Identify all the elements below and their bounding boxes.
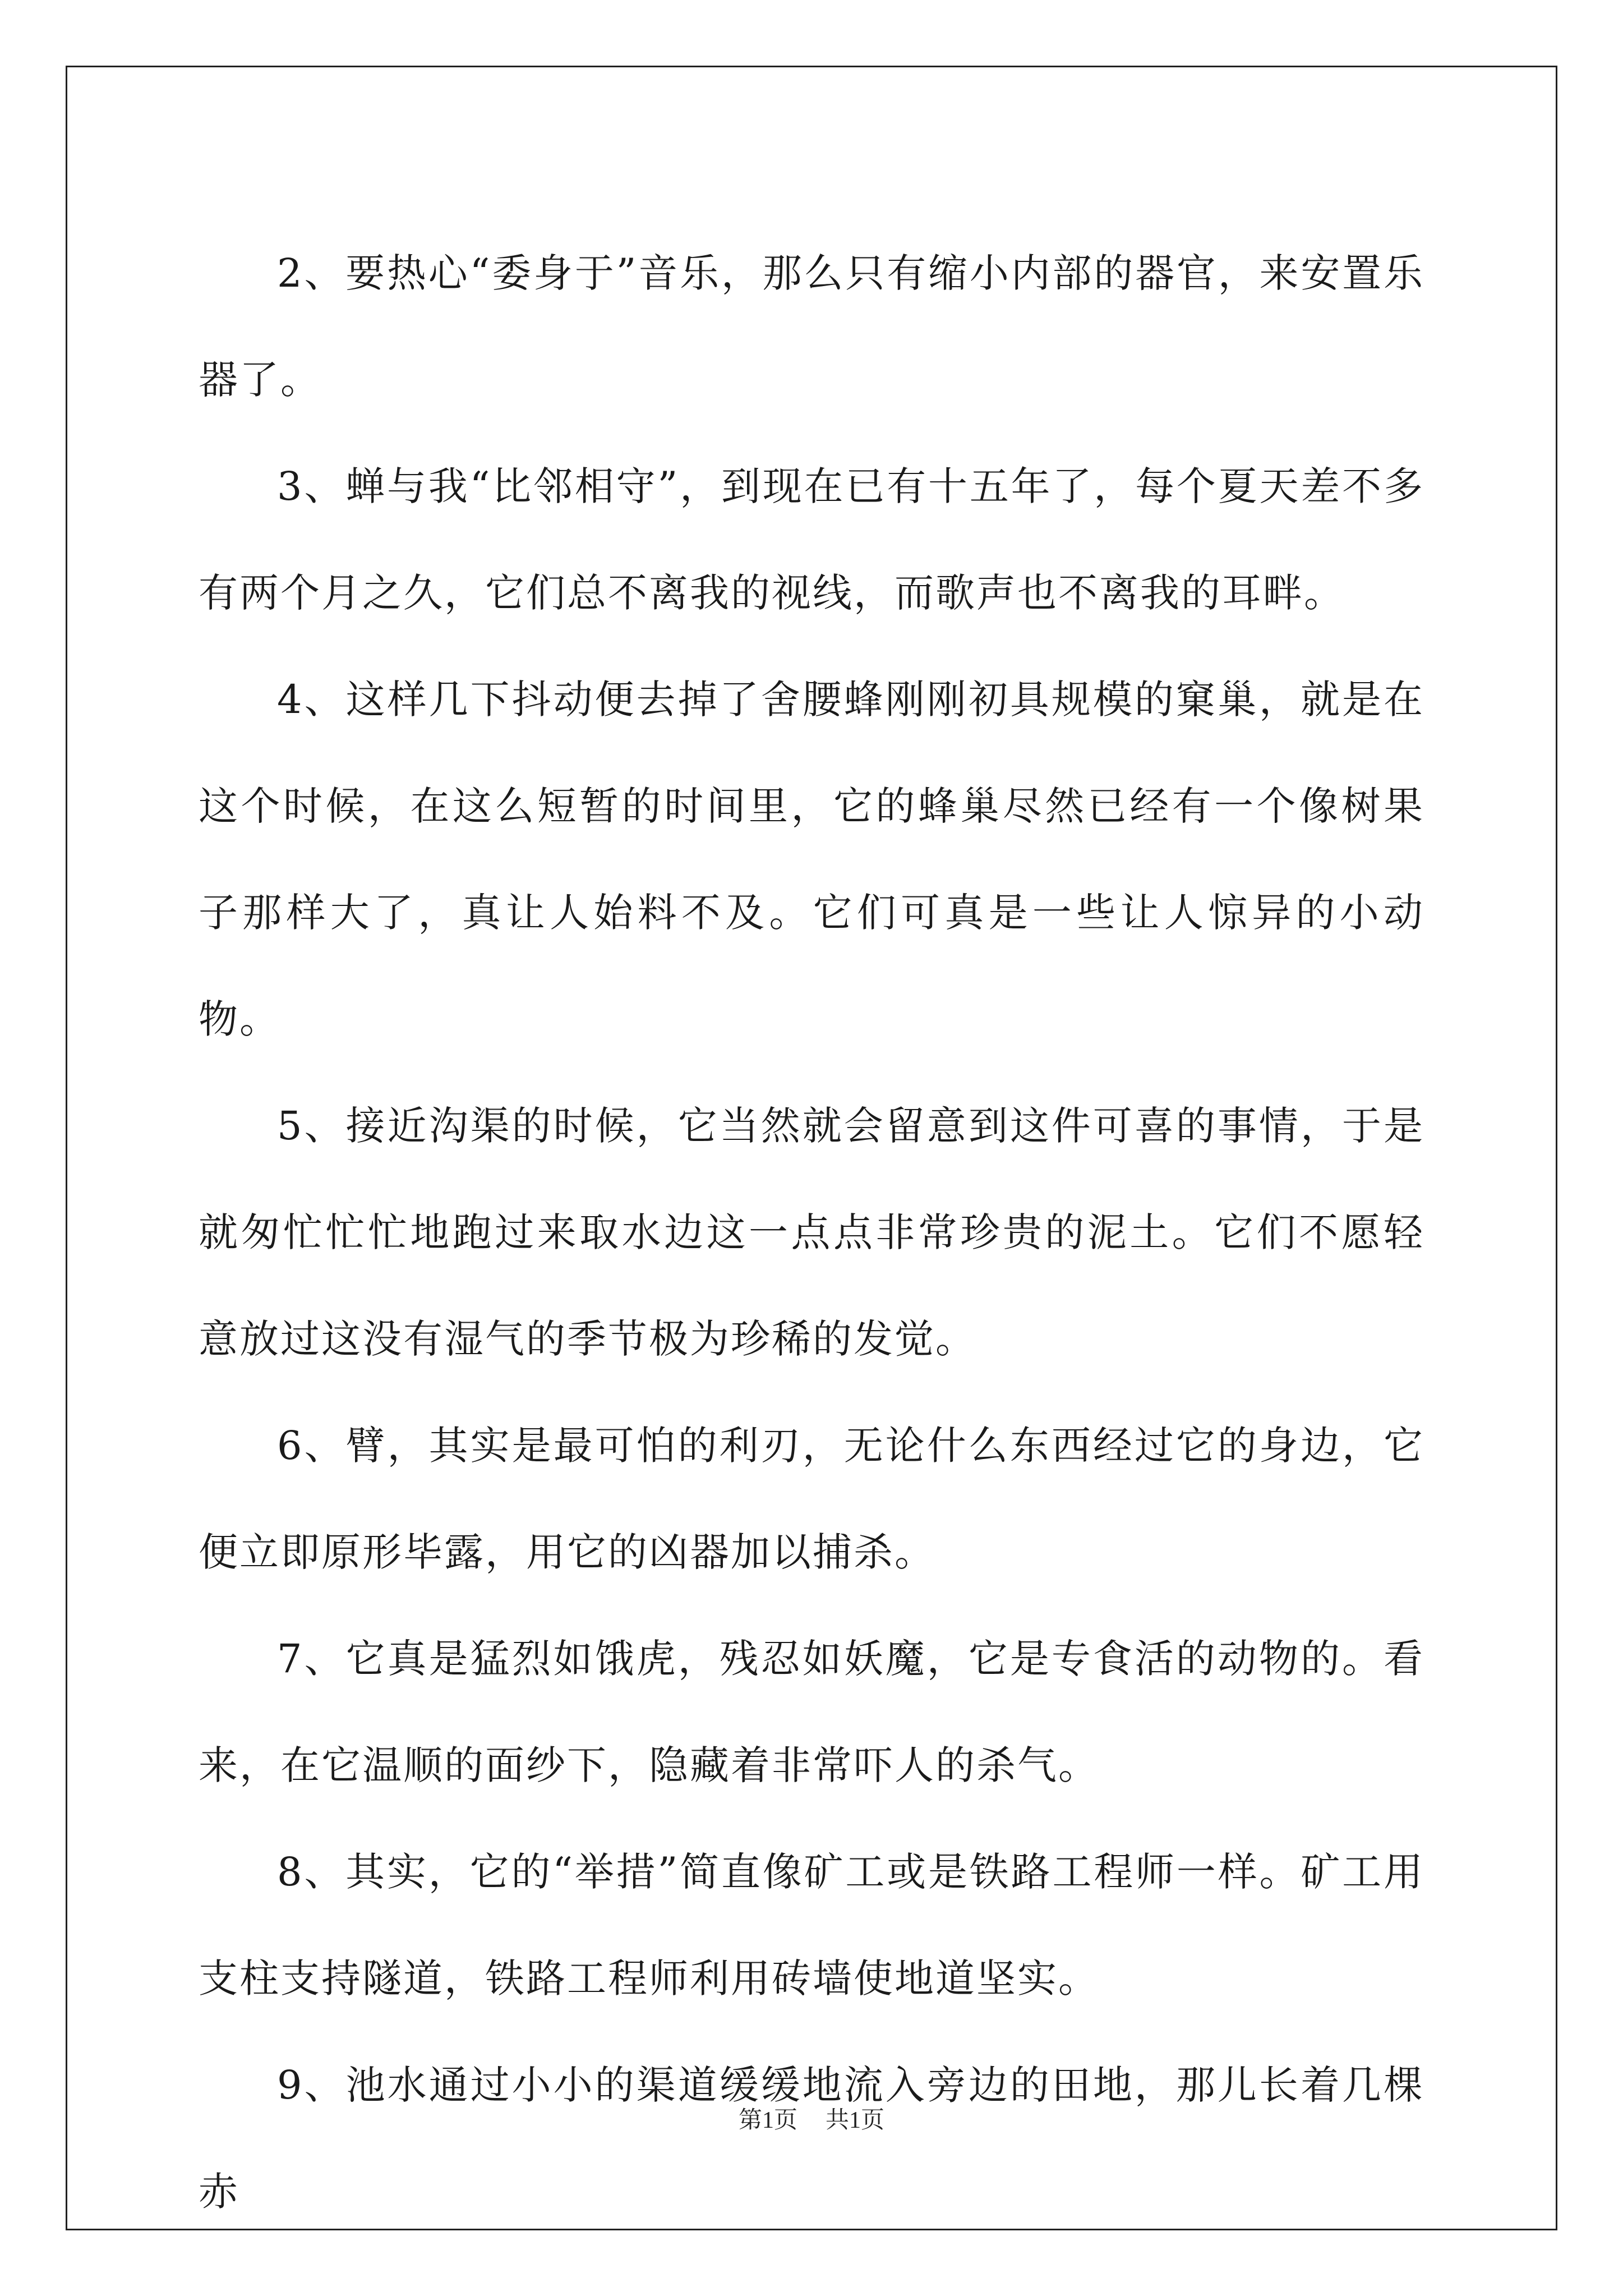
paragraph-5: 5、接近沟渠的时候，它当然就会留意到这件可喜的事情，于是就匆忙忙忙地跑过来取水边这一点点非常珍贵的泥土。它们不愿轻意放过这没有湿气的季节极为珍稀的发觉。: [199, 1103, 1424, 1362]
page-number: 第1页: [738, 2108, 797, 2133]
paragraph-4: 4、这样几下抖动便去掉了舍腰蜂刚刚初具规模的窠巢，就是在这个时候，在这么短暂的时间里，它的蜂巢尽然已经有一个像树果子那样大了，真让人始料不及。它们可真是一些让人惊异的小动物。: [199, 677, 1424, 1042]
paragraph-2: 2、要热心“委身于”音乐，那么只有缩小内部的器官，来安置乐器了。: [199, 250, 1424, 403]
paragraph-8: 8、其实，它的“举措”简直像矿工或是铁路工程师一样。矿工用支柱支持隧道，铁路工程师利用砖墙使地道坚实。: [199, 1849, 1424, 2001]
paragraph-3: 3、蝉与我“比邻相守”，到现在已有十五年了，每个夏天差不多有两个月之久，它们总不离我的视线，而歌声也不离我的耳畔。: [199, 463, 1424, 616]
paragraph-6: 6、臂，其实是最可怕的利刃，无论什么东西经过它的身边，它便立即原形毕露，用它的凶器加以捕杀。: [199, 1423, 1424, 1575]
page-total: 共1页: [826, 2108, 885, 2133]
document-body: [199, 220, 1424, 2245]
paragraph-9: 9、池水通过小小的渠道缓缓地流入旁边的田地，那儿长着几棵赤: [199, 2062, 1424, 2215]
page-footer: [0, 2104, 1623, 2137]
paragraph-7: 7、它真是猛烈如饿虎，残忍如妖魔，它是专食活的动物的。看来，在它温顺的面纱下，隐藏着非常吓人的杀气。: [199, 1636, 1424, 1788]
